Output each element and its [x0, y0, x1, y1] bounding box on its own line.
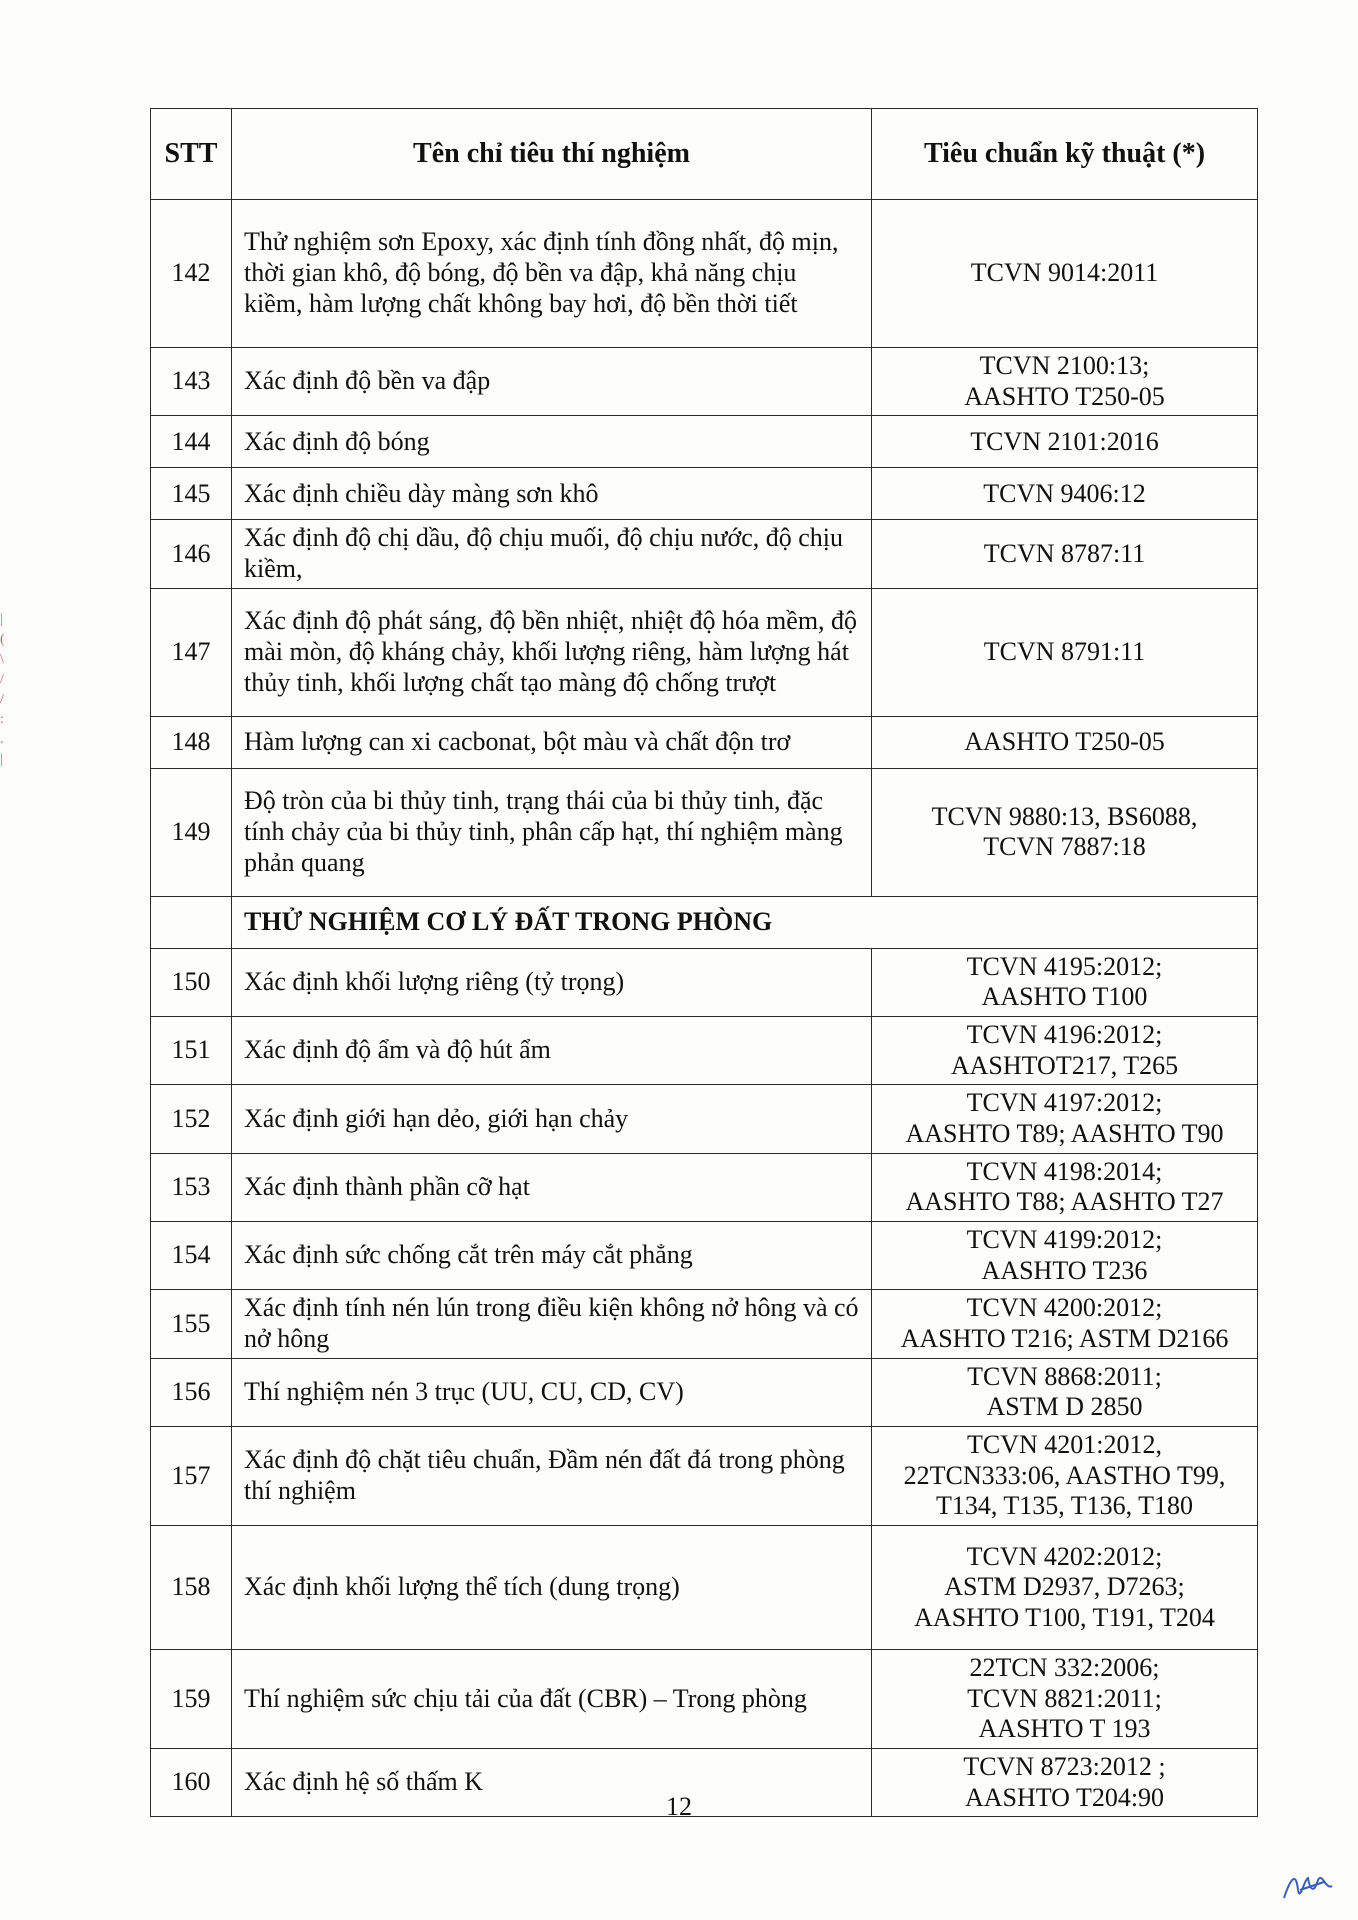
row-stt: 156 — [151, 1358, 232, 1426]
section-stt-empty — [151, 896, 232, 948]
margin-stamp-marks: | ( \ / / : . | — [0, 612, 5, 767]
row-stt: 150 — [151, 948, 232, 1016]
row-test-name: Xác định độ ẩm và độ hút ẩm — [232, 1017, 872, 1085]
section-heading: THỬ NGHIỆM CƠ LÝ ĐẤT TRONG PHÒNG — [232, 896, 1258, 948]
table-header-row — [151, 109, 1258, 200]
table-row — [151, 1427, 1258, 1526]
row-stt: 148 — [151, 716, 232, 768]
standard-line: AASHTOT217, T265 — [950, 1050, 1179, 1080]
section-row — [151, 896, 1258, 948]
row-test-name: Thí nghiệm sức chịu tải của đất (CBR) – Trong phòng — [232, 1650, 872, 1749]
standard-line: TCVN 4196:2012; — [966, 1020, 1163, 1050]
table-row — [151, 1358, 1258, 1426]
standard-line: T134, T135, T136, T180 — [935, 1491, 1194, 1521]
row-test-name: Xác định giới hạn dẻo, giới hạn chảy — [232, 1085, 872, 1153]
standard-line: TCVN 8723:2012 ; — [963, 1752, 1166, 1782]
row-stt: 155 — [151, 1290, 232, 1358]
standard-line: TCVN 2100:13; — [979, 351, 1150, 380]
row-test-name: Độ tròn của bi thủy tinh, trạng thái của bi thủy tinh, đặc tính chảy của bi thủy tinh, phân cấp hạt, thí nghiệm màng phản quang — [232, 768, 872, 896]
standard-line: TCVN 7887:18 — [983, 832, 1146, 862]
row-standard — [872, 1427, 1258, 1526]
row-standard: TCVN 8791:11 — [872, 588, 1258, 716]
table-row — [151, 1085, 1258, 1153]
signature-mark — [1280, 1860, 1340, 1910]
row-stt: 160 — [151, 1749, 232, 1817]
row-standard — [872, 1222, 1258, 1290]
row-stt: 142 — [151, 200, 232, 348]
standard-line: 22TCN 332:2006; — [969, 1653, 1160, 1683]
row-standard — [872, 1526, 1258, 1650]
row-stt: 152 — [151, 1085, 232, 1153]
row-stt: 144 — [151, 416, 232, 468]
standard-line: AASHTO T216; ASTM D2166 — [900, 1324, 1229, 1354]
row-stt: 157 — [151, 1427, 232, 1526]
table-row — [151, 768, 1258, 896]
standard-line: AASHTO T250-05 — [964, 381, 1165, 411]
standard-line: AASHTO T89; AASHTO T90 — [905, 1119, 1224, 1149]
row-standard — [872, 348, 1258, 416]
table-row — [151, 1650, 1258, 1749]
table-row — [151, 1153, 1258, 1221]
row-test-name: Thí nghiệm nén 3 trục (UU, CU, CD, CV) — [232, 1358, 872, 1426]
row-standard — [872, 1290, 1258, 1358]
standard-line: ASTM D 2850 — [986, 1392, 1143, 1422]
standard-line: TCVN 4195:2012; — [966, 951, 1163, 981]
standard-line: AASHTO T236 — [981, 1255, 1148, 1285]
standard-line: AASHTO T88; AASHTO T27 — [905, 1187, 1224, 1217]
row-stt: 145 — [151, 468, 232, 520]
standard-line: TCVN 4200:2012; — [966, 1293, 1163, 1323]
row-test-name: Xác định hệ số thấm K — [232, 1749, 872, 1817]
row-test-name: Xác định khối lượng thể tích (dung trọng) — [232, 1526, 872, 1650]
row-test-name: Xác định độ phát sáng, độ bền nhiệt, nhiệt độ hóa mềm, độ mài mòn, độ kháng chảy, khối lượng riêng, hàm lượng hát thủy tinh, khối lượng chất tạo màng độ chống trượt — [232, 588, 872, 716]
row-standard — [872, 1017, 1258, 1085]
table-row — [151, 1290, 1258, 1358]
row-test-name: Xác định thành phần cỡ hạt — [232, 1153, 872, 1221]
row-test-name: Xác định sức chống cắt trên máy cắt phẳng — [232, 1222, 872, 1290]
standard-line: TCVN 4202:2012; — [966, 1541, 1163, 1571]
table-row — [151, 716, 1258, 768]
row-stt: 149 — [151, 768, 232, 896]
row-test-name: Xác định độ bền va đập — [232, 348, 872, 416]
table-row — [151, 948, 1258, 1016]
standard-line: TCVN 4199:2012; — [966, 1225, 1163, 1255]
row-standard — [872, 768, 1258, 896]
row-stt: 158 — [151, 1526, 232, 1650]
table-row — [151, 200, 1258, 348]
row-test-name: Xác định độ chị dầu, độ chịu muối, độ chịu nước, độ chịu kiềm, — [232, 520, 872, 588]
row-stt: 154 — [151, 1222, 232, 1290]
table-row — [151, 1222, 1258, 1290]
row-test-name: Xác định độ chặt tiêu chuẩn, Đầm nén đất đá trong phòng thí nghiệm — [232, 1427, 872, 1526]
row-standard: TCVN 9014:2011 — [872, 200, 1258, 348]
row-test-name: Xác định tính nén lún trong điều kiện không nở hông và có nở hông — [232, 1290, 872, 1358]
row-standard: AASHTO T250-05 — [872, 716, 1258, 768]
table-row — [151, 1526, 1258, 1650]
row-test-name: Hàm lượng can xi cacbonat, bột màu và chất độn trơ — [232, 716, 872, 768]
standard-line: AASHTO T100 — [981, 982, 1148, 1012]
standard-line: TCVN 4201:2012, — [967, 1430, 1162, 1460]
standard-line: AASHTO T100, T191, T204 — [914, 1602, 1215, 1632]
row-standard — [872, 1085, 1258, 1153]
row-standard — [872, 1153, 1258, 1221]
standard-line: AASHTO T204:90 — [964, 1782, 1165, 1812]
row-standard: TCVN 8787:11 — [872, 520, 1258, 588]
row-stt: 147 — [151, 588, 232, 716]
row-test-name: Thử nghiệm sơn Epoxy, xác định tính đồng nhất, độ mịn, thời gian khô, độ bóng, độ bền va đập, khả năng chịu kiềm, hàm lượng chất không bay hơi, độ bền thời tiết — [232, 200, 872, 348]
table-row — [151, 588, 1258, 716]
standard-line: 22TCN333:06, AASTHO T99, — [903, 1460, 1226, 1490]
row-stt: 143 — [151, 348, 232, 416]
table-row — [151, 520, 1258, 588]
table-row — [151, 348, 1258, 416]
row-test-name: Xác định chiều dày màng sơn khô — [232, 468, 872, 520]
standard-line: AASHTO T 193 — [978, 1714, 1151, 1744]
table-row — [151, 468, 1258, 520]
row-standard — [872, 948, 1258, 1016]
row-standard — [872, 1358, 1258, 1426]
standard-line: TCVN 4197:2012; — [966, 1088, 1163, 1118]
row-stt: 146 — [151, 520, 232, 588]
table-row — [151, 1017, 1258, 1085]
row-standard: TCVN 9406:12 — [872, 468, 1258, 520]
row-stt: 159 — [151, 1650, 232, 1749]
test-standards-table — [150, 108, 1258, 1817]
row-standard: TCVN 2101:2016 — [872, 416, 1258, 468]
standard-line: TCVN 9880:13, BS6088, — [931, 801, 1198, 831]
row-test-name: Xác định độ bóng — [232, 416, 872, 468]
table-row — [151, 416, 1258, 468]
row-stt: 153 — [151, 1153, 232, 1221]
header-test-name: Tên chỉ tiêu thí nghiệm — [232, 109, 872, 200]
row-test-name: Xác định khối lượng riêng (tỷ trọng) — [232, 948, 872, 1016]
standard-line: TCVN 8868:2011; — [967, 1361, 1162, 1391]
row-stt: 151 — [151, 1017, 232, 1085]
page-number: 12 — [666, 1792, 692, 1821]
standard-line: TCVN 8821:2011; — [967, 1683, 1162, 1713]
row-standard — [872, 1650, 1258, 1749]
standard-line: TCVN 4198:2014; — [966, 1156, 1163, 1186]
header-stt: STT — [151, 109, 232, 200]
standard-line: ASTM D2937, D7263; — [944, 1572, 1185, 1602]
header-standard: Tiêu chuẩn kỹ thuật (*) — [872, 109, 1258, 200]
